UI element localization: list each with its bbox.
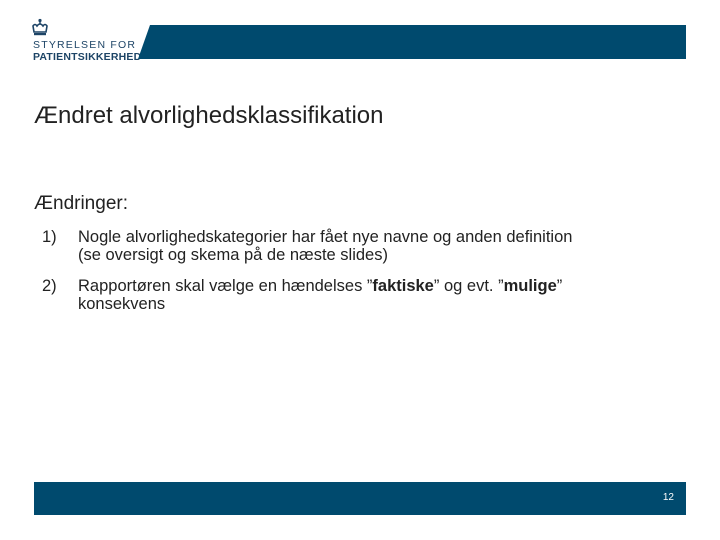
list-item-number: 1) bbox=[42, 228, 57, 246]
text-segment: Rapportøren skal vælge en hændelses ” bbox=[78, 277, 373, 295]
header-bar bbox=[150, 25, 686, 59]
agency-logo bbox=[30, 18, 152, 64]
emphasis-faktiske: faktiske bbox=[372, 277, 434, 295]
logo-text-line2: PATIENTSIKKERHED bbox=[33, 51, 142, 63]
text-segment: ” bbox=[556, 277, 563, 295]
list-item-line: konsekvens bbox=[78, 295, 166, 313]
list-item-number: 2) bbox=[42, 277, 57, 295]
page-number: 12 bbox=[662, 492, 674, 503]
text-segment: ” og evt. ” bbox=[433, 277, 504, 295]
list-item-text bbox=[78, 277, 698, 313]
slide-title: Ændret alvorlighedsklassifikation bbox=[34, 102, 384, 129]
footer-bar bbox=[34, 482, 686, 515]
emphasis-mulige: mulige bbox=[503, 277, 557, 295]
list-item-line bbox=[78, 277, 698, 295]
logo-text-line1: STYRELSEN FOR bbox=[33, 39, 137, 51]
list-item-text bbox=[78, 228, 698, 264]
section-heading: Ændringer: bbox=[34, 193, 128, 214]
list-item-line: (se oversigt og skema på de næste slides) bbox=[78, 246, 388, 264]
list-item-line: Nogle alvorlighedskategorier har fået nye navne og anden definition bbox=[78, 228, 573, 246]
header-bar-notch bbox=[138, 25, 150, 59]
crown-icon bbox=[30, 18, 50, 38]
